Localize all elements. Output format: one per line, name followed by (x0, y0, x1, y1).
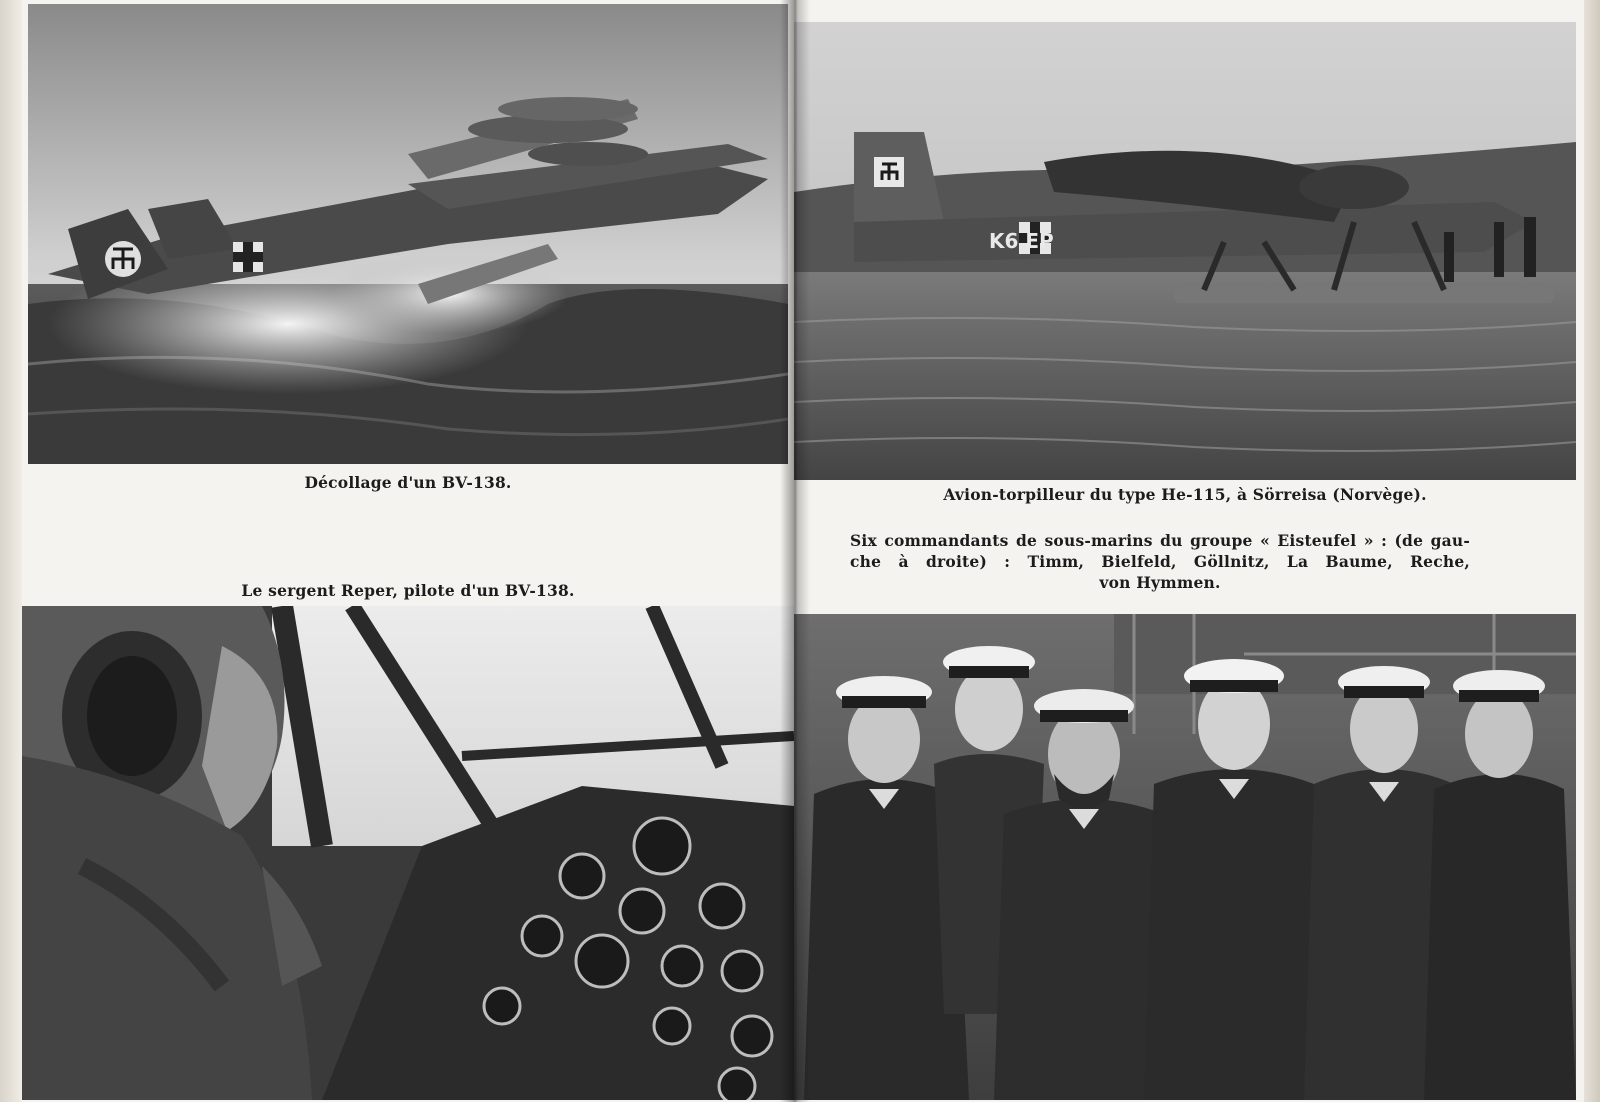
photo-cockpit-pilot (22, 606, 794, 1100)
caption-he115: Avion-torpilleur du type He-115, à Sörreisa (Norvège). (943, 485, 1427, 504)
book-edge-right (1584, 0, 1600, 1102)
caption-line-3: von Hymmen. (1099, 573, 1221, 592)
left-page (22, 0, 794, 1102)
caption-line-1: Six commandants de sous-marins du groupe « Eisteufel » : (de gau- (850, 531, 1470, 550)
aircraft-code-text: K6 EP (989, 229, 1054, 253)
caption-sergent-reper: Le sergent Reper, pilote d'un BV-138. (241, 581, 575, 600)
caption-bv138-takeoff: Décollage d'un BV-138. (304, 473, 512, 492)
caption-eisteufel-commanders (850, 530, 1470, 593)
photo-bv138-takeoff (28, 4, 788, 464)
book-edge-left (0, 0, 22, 1102)
caption-line-2: che à droite) : Timm, Bielfeld, Göllnitz, La Baume, Reche, (850, 552, 1470, 571)
book-spine-shadow (780, 0, 810, 1102)
right-page (794, 0, 1584, 1102)
photo-six-commanders (794, 614, 1576, 1100)
photo-he115-seaplane (794, 22, 1576, 480)
